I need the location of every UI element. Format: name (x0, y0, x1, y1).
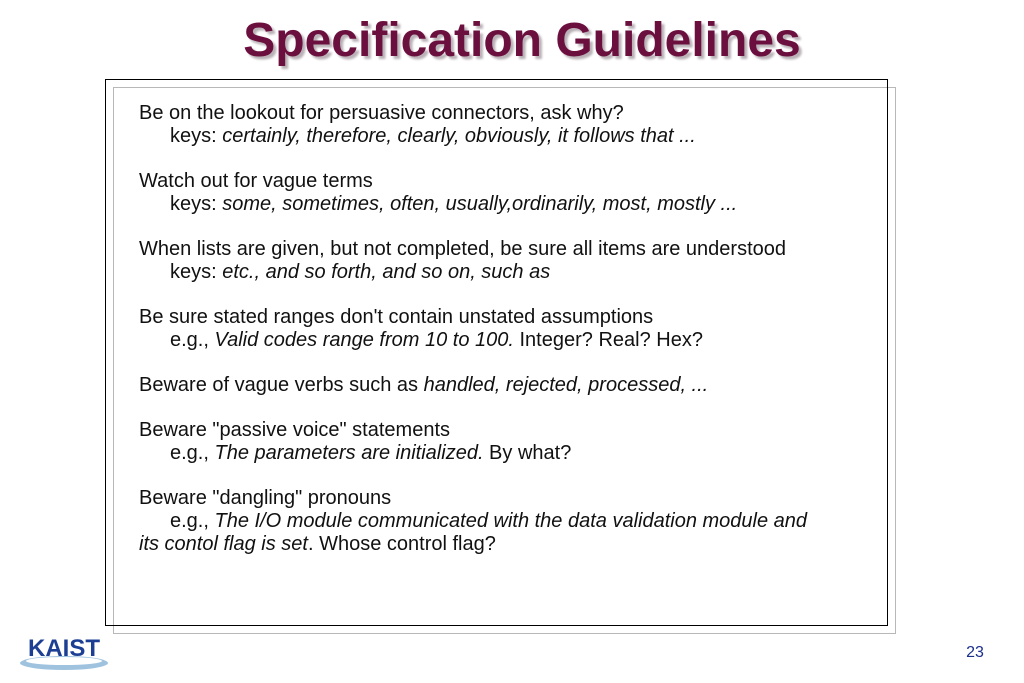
detail-italic: The parameters are initialized. (214, 442, 484, 464)
detail-italic: certainly, therefore, clearly, obviously, it follows that ... (222, 125, 696, 147)
guideline-item (139, 170, 899, 216)
guideline-item (139, 487, 899, 556)
guideline-heading: Beware "dangling" pronouns (139, 487, 392, 509)
guideline-heading: When lists are given, but not completed, be sure all items are understood (139, 238, 787, 260)
guideline-detail-continued (139, 533, 899, 556)
guideline-detail (139, 261, 899, 284)
detail-prefix: e.g., (170, 442, 215, 464)
guideline-item (139, 374, 899, 397)
detail-italic: Valid codes range from 10 to 100. (214, 329, 514, 351)
detail-suffix: Integer? Real? Hex? (513, 329, 703, 351)
guideline-heading: Be sure stated ranges don't contain unstated assumptions (139, 306, 654, 328)
guideline-detail (139, 329, 899, 352)
detail-italic: The I/O module communicated with the data validation module and (214, 510, 808, 532)
detail-prefix: keys: (170, 261, 223, 283)
guideline-detail (139, 193, 899, 216)
detail-prefix: e.g., (170, 510, 215, 532)
page-number: 23 (966, 644, 984, 661)
detail-suffix: . Whose control flag? (307, 533, 496, 555)
detail-prefix: e.g., (170, 329, 215, 351)
guideline-item (139, 306, 899, 352)
guideline-item (139, 419, 899, 465)
guideline-item (139, 102, 899, 148)
slide-title: Specification Guidelines (243, 14, 801, 67)
logo-text: KAIST (28, 635, 100, 662)
guideline-detail (139, 510, 899, 533)
guideline-heading: Be on the lookout for persuasive connectors, ask why? (139, 102, 624, 124)
detail-suffix: By what? (483, 442, 572, 464)
guideline-detail (139, 125, 899, 148)
guideline-heading: Beware "passive voice" statements (139, 419, 451, 441)
detail-italic: etc., and so forth, and so on, such as (222, 261, 551, 283)
guideline-list (139, 102, 899, 578)
guideline-heading (139, 374, 899, 397)
detail-prefix: keys: (170, 193, 223, 215)
kaist-logo (18, 630, 110, 674)
guideline-detail (139, 442, 899, 465)
heading-prefix: Beware of vague verbs such as (139, 374, 424, 396)
detail-italic: its contol flag is set (139, 533, 308, 555)
heading-italic: handled, rejected, processed, ... (423, 374, 709, 396)
guideline-heading: Watch out for vague terms (139, 170, 373, 192)
detail-prefix: keys: (170, 125, 223, 147)
guideline-item (139, 238, 899, 284)
detail-italic: some, sometimes, often, usually,ordinarily, most, mostly ... (222, 193, 738, 215)
